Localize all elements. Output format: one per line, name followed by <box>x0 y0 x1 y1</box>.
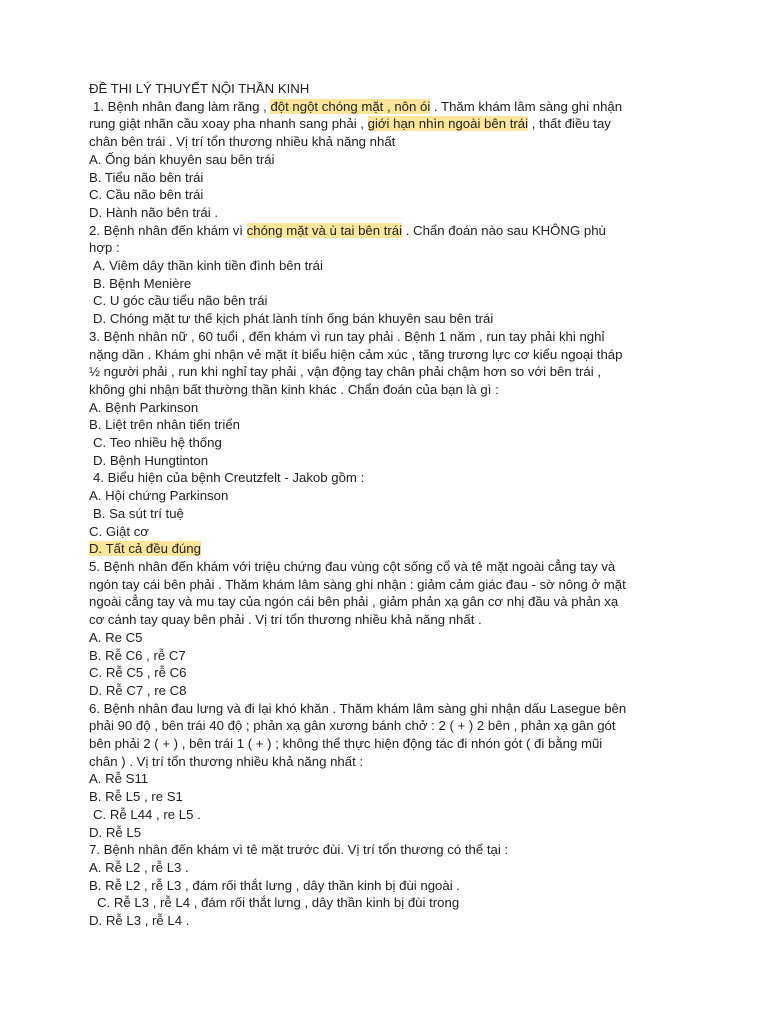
line-text: C. U góc cầu tiểu não bên trái <box>93 293 268 309</box>
line-text: C. Rễ C5 , rễ C6 <box>89 665 187 681</box>
line-text: C. Teo nhiều hệ thống <box>93 435 222 451</box>
highlighted-text: giới hạn nhìn ngoài bên trái <box>367 116 529 132</box>
line-text: bên phải 2 ( + ) , bên trái 1 ( + ) ; không thể thực hiện động tác đi nhón gót ( đi bằng mũi <box>89 736 603 752</box>
text-line <box>89 859 708 877</box>
line-text: A. Viêm dây thần kinh tiền đình bên trái <box>93 258 323 274</box>
text-line <box>89 222 708 240</box>
text-line <box>89 310 708 328</box>
text-line <box>89 115 708 133</box>
line-text: 7. Bệnh nhân đến khám vì tê mặt trước đùi. Vị trí tổn thương có thể tại : <box>89 842 509 858</box>
line-text: B. Rễ L2 , rễ L3 , đám rối thắt lưng , dây thần kinh bị đùi ngoài . <box>89 877 460 893</box>
text-line <box>89 629 708 647</box>
text-line <box>89 505 708 523</box>
text-line <box>89 523 708 541</box>
text-line <box>89 770 708 788</box>
text-line <box>89 416 708 434</box>
line-text: D. Rễ L5 <box>89 824 142 840</box>
line-text: A. Bệnh Parkinson <box>89 399 199 415</box>
text-line <box>89 664 708 682</box>
line-text: cơ cánh tay quay bên phải . Vị trí tổn thương nhiều khả năng nhất . <box>89 612 482 628</box>
line-text: . Thăm khám lâm sàng ghi nhận <box>430 98 623 114</box>
document-title: ĐỀ THI LÝ THUYẾT NỘI THẦN KINH <box>89 81 310 96</box>
text-line <box>89 363 708 381</box>
text-line <box>89 806 708 824</box>
text-line <box>89 434 708 452</box>
line-text: chân bên trái . Vị trí tổn thương nhiều khả năng nhất <box>89 134 396 150</box>
text-line <box>89 239 708 257</box>
text-line <box>89 877 708 895</box>
text-line <box>89 98 708 116</box>
text-line <box>89 611 708 629</box>
line-text: phải 90 độ , bên trái 40 độ ; phản xạ gân xương bánh chở : 2 ( + ) 2 bên , phản xạ gân gót <box>89 718 616 734</box>
line-text: B. Rễ C6 , rễ C7 <box>89 647 186 663</box>
text-line <box>89 133 708 151</box>
document-body <box>89 98 708 930</box>
line-text: D. Rễ C7 , re C8 <box>89 682 187 698</box>
line-text: 6. Bệnh nhân đau lưng và đi lại khó khăn . Thăm khám lâm sàng ghi nhận dấu Lasegue bên <box>89 700 627 716</box>
text-line <box>89 346 708 364</box>
line-text: A. Re C5 <box>89 629 143 645</box>
line-text: D. Chóng mặt tư thế kịch phát lành tính ống bán khuyên sau bên trái <box>93 311 494 327</box>
line-text: C. Cầu não bên trái <box>89 187 204 203</box>
line-text: C. Rễ L3 , rễ L4 , đám rối thắt lưng , dây thần kinh bị đùi trong <box>97 895 460 911</box>
text-line <box>89 912 708 930</box>
line-text: ngoài cẳng tay và mu tay của ngón cái bên phải , giảm phản xạ gân cơ nhị đầu và phản xạ <box>89 594 619 610</box>
line-text: nặng dần . Khám ghi nhận vẻ mặt ít biểu hiện cảm xúc , tăng trương lực cơ kiểu ngoại tháp <box>89 346 623 362</box>
line-text: . Chẩn đoán nào sau KHÔNG phù <box>402 222 606 238</box>
text-line <box>89 788 708 806</box>
line-text: hợp : <box>89 240 120 256</box>
text-line <box>89 452 708 470</box>
line-text: rung giật nhãn cầu xoay pha nhanh sang phải , <box>89 116 368 132</box>
line-text: D. Bệnh Hungtinton <box>93 452 209 468</box>
text-line <box>89 682 708 700</box>
line-text: B. Bệnh Menière <box>93 275 192 291</box>
text-line <box>89 647 708 665</box>
line-text: D. Rễ L3 , rễ L4 . <box>89 913 190 929</box>
text-line <box>89 275 708 293</box>
text-line <box>89 540 708 558</box>
line-text: B. Rễ L5 , re S1 <box>89 789 183 805</box>
text-line <box>89 558 708 576</box>
line-text: 2. Bệnh nhân đến khám vì <box>89 222 247 238</box>
line-text: không ghi nhận bất thường thần kinh khác . Chẩn đoán của bạn là gì : <box>89 381 499 397</box>
line-text: ngón tay cái bên phải . Thăm khám lâm sàng ghi nhận : giảm cảm giác đau - sờ nông ở mặt <box>89 576 626 592</box>
text-line <box>89 753 708 771</box>
line-text: , thất điều tay <box>528 116 611 132</box>
line-text: B. Sa sút trí tuệ <box>93 505 184 521</box>
line-text: chân ) . Vị trí tổn thương nhiều khả năng nhất : <box>89 753 364 769</box>
line-text: ½ người phải , run khi nghỉ tay phải , vận động tay chân phải chậm hơn so với bên trái , <box>89 364 602 380</box>
text-line <box>89 894 708 912</box>
text-line <box>89 292 708 310</box>
text-line <box>89 576 708 594</box>
line-text: B. Liệt trên nhân tiến triển <box>89 417 241 433</box>
line-text: 3. Bệnh nhân nữ , 60 tuổi , đến khám vì run tay phải . Bệnh 1 năm , run tay phải khi nghỉ <box>89 328 605 344</box>
line-text: A. Rễ S11 <box>89 771 149 787</box>
text-line <box>89 186 708 204</box>
line-text: 1. Bệnh nhân đang làm răng , <box>93 98 271 114</box>
line-text: A. Rễ L2 , rễ L3 . <box>89 859 189 875</box>
highlighted-text: D. Tất cả đều đúng <box>89 541 201 557</box>
line-text: C. Giật cơ <box>89 523 149 539</box>
text-line <box>89 257 708 275</box>
text-line <box>89 593 708 611</box>
line-text: A. Hội chứng Parkinson <box>89 488 229 504</box>
highlighted-text: chóng mặt và ù tai bên trái <box>246 222 403 238</box>
text-line <box>89 381 708 399</box>
text-line <box>89 735 708 753</box>
line-text: D. Hành não bên trái . <box>89 204 219 220</box>
text-line <box>89 487 708 505</box>
text-line <box>89 469 708 487</box>
text-line <box>89 328 708 346</box>
line-text: B. Tiểu não bên trái <box>89 169 204 185</box>
line-text: 4. Biểu hiện của bệnh Creutzfelt - Jakob gồm : <box>93 470 365 486</box>
text-line <box>89 717 708 735</box>
highlighted-text: đột ngột chóng mặt , nôn ói <box>270 98 431 114</box>
text-line <box>89 824 708 842</box>
text-line <box>89 204 708 222</box>
text-line <box>89 700 708 718</box>
text-line <box>89 151 708 169</box>
text-line <box>89 841 708 859</box>
line-text: A. Ống bán khuyên sau bên trái <box>89 151 275 167</box>
line-text: 5. Bệnh nhân đến khám với triệu chứng đau vùng cột sống cổ và tê mặt ngoài cẳng tay và <box>89 558 616 574</box>
text-line <box>89 399 708 417</box>
line-text: C. Rễ L44 , re L5 . <box>93 806 201 822</box>
text-line <box>89 169 708 187</box>
